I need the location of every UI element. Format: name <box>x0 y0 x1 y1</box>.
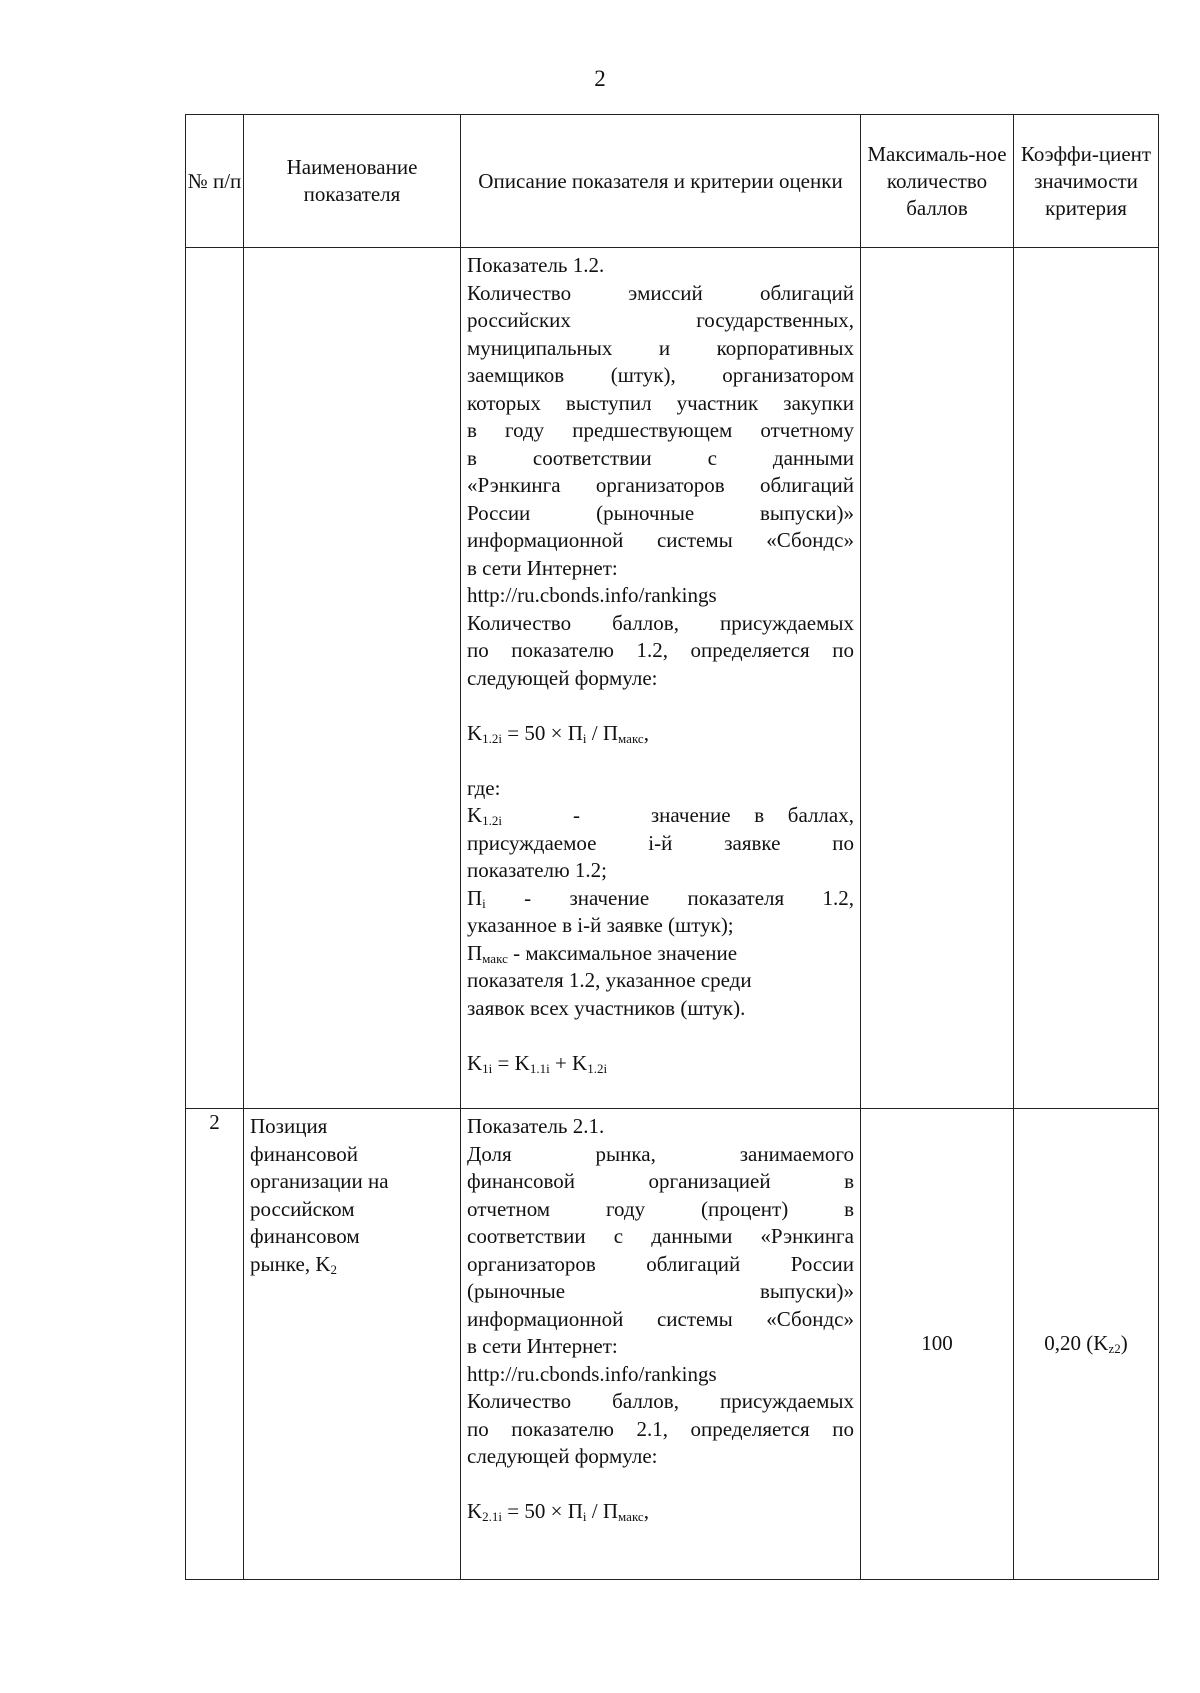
header-num: № п/п <box>186 115 244 248</box>
row2-desc-calc: по показателю 2.1, определяется по <box>467 1416 854 1441</box>
row2-desc-calc-last: следующей формуле: <box>467 1444 658 1468</box>
row1-name-cell <box>244 248 461 1109</box>
row1-desc-line: информационной системы «Сбондс» <box>467 528 854 552</box>
row1-desc-calc-last: следующей формуле: <box>467 665 658 690</box>
row2-description-cell <box>461 1109 861 1580</box>
row2-desc-line: организаторов облигаций России <box>467 1251 854 1276</box>
row1-sum-formula: $K_{1i} = K_{1.1i} + K_{1.2i}$ <box>467 1050 608 1076</box>
row1-pmax-def: $П_{макс}$ - максимальное значение <box>467 940 738 966</box>
row2-desc-net: в сети Интернет: <box>467 1334 618 1358</box>
row1-desc-line: российских государственных, <box>467 308 854 332</box>
row2-name-cell: Позиция финансовой организации на российском финансовом рынке, $K_2$ <box>244 1109 461 1580</box>
row1-desc-line: в соответствии с данными <box>467 445 854 470</box>
row1-desc-line: Количество эмиссий облигаций <box>467 280 854 305</box>
row1-description-cell <box>461 248 861 1109</box>
row1-k-def: $K_{1.2i}$ - значение в баллах, <box>467 803 854 828</box>
row2-desc-calc: Количество баллов, присуждаемых <box>467 1389 854 1413</box>
row1-coefficient-cell <box>1014 248 1159 1109</box>
row1-desc-line: которых выступил участник закупки <box>467 390 854 415</box>
row1-p-def-2: указанное в i-й заявке (штук); <box>467 913 734 937</box>
row2-desc-url: http://ru.cbonds.info/rankings <box>467 1361 717 1386</box>
row1-pmax-def-2: показателя 1.2, указанное среди <box>467 968 752 992</box>
header-description: Описание показателя и критерии оценки <box>461 115 861 248</box>
row1-max-points-cell <box>861 248 1014 1109</box>
row2-desc-line: финансовой организацией в <box>467 1169 854 1193</box>
row1-desc-line: муниципальных и корпоративных <box>467 335 854 360</box>
table-header-row <box>186 115 1159 248</box>
row2-desc-line: информационной системы «Сбондс» <box>467 1306 854 1331</box>
row1-desc-line: в году предшествующем отчетному <box>467 418 854 442</box>
row1-k-def-2: присуждаемое i-й заявке по <box>467 830 854 855</box>
row1-desc-url: http://ru.cbonds.info/rankings <box>467 583 717 607</box>
row1-desc-calc: Количество баллов, присуждаемых <box>467 610 854 635</box>
row2-desc-line: (рыночные выпуски)» <box>467 1279 854 1303</box>
criteria-table <box>185 114 1159 1580</box>
row1-k-def-3: показателю 1.2; <box>467 858 608 882</box>
row1-p-def: $П_i$ - значение показателя 1.2, <box>467 885 854 911</box>
row1-formula: $K_{1.2i} = 50 \times П_i / П_{макс}$, <box>467 720 649 746</box>
header-name: Наименование показателя <box>244 115 461 248</box>
row2-formula: $K_{2.1i} = 50 \times П_i / П_{макс}$, <box>467 1499 649 1524</box>
row1-desc-line: заемщиков (штук), организатором <box>467 363 854 387</box>
row1-where: где: <box>467 775 501 800</box>
row2-desc-title: Показатель 2.1. <box>467 1114 605 1138</box>
header-coefficient: Коэффи-циент значимости критерия <box>1014 115 1159 248</box>
row2-coefficient-cell: 0,20 $(K_{z2})$ <box>1014 1109 1159 1580</box>
row2-max-points-cell: 100 <box>861 1109 1014 1580</box>
row1-desc-net: в сети Интернет: <box>467 555 618 580</box>
row1-num-cell <box>186 248 244 1109</box>
row1-desc-line: «Рэнкинга организаторов облигаций <box>467 473 854 497</box>
row1-desc-title: Показатель 1.2. <box>467 253 605 277</box>
row1-desc-calc: по показателю 1.2, определяется по <box>467 638 854 662</box>
header-max-points: Максималь-ное количество баллов <box>861 115 1014 248</box>
row1-desc-line: России (рыночные выпуски)» <box>467 500 854 525</box>
row2-num-cell: 2 <box>186 1109 244 1580</box>
row2-desc-line: Доля рынка, занимаемого <box>467 1141 854 1166</box>
page-number: 2 <box>594 66 606 91</box>
row1-pmax-def-3: заявок всех участников (штук). <box>467 995 746 1020</box>
row2-desc-line: отчетном году (процент) в <box>467 1196 854 1221</box>
row2-desc-line: соответствии с данными «Рэнкинга <box>467 1224 854 1248</box>
table-row <box>186 1109 1159 1580</box>
table-row <box>186 248 1159 1109</box>
